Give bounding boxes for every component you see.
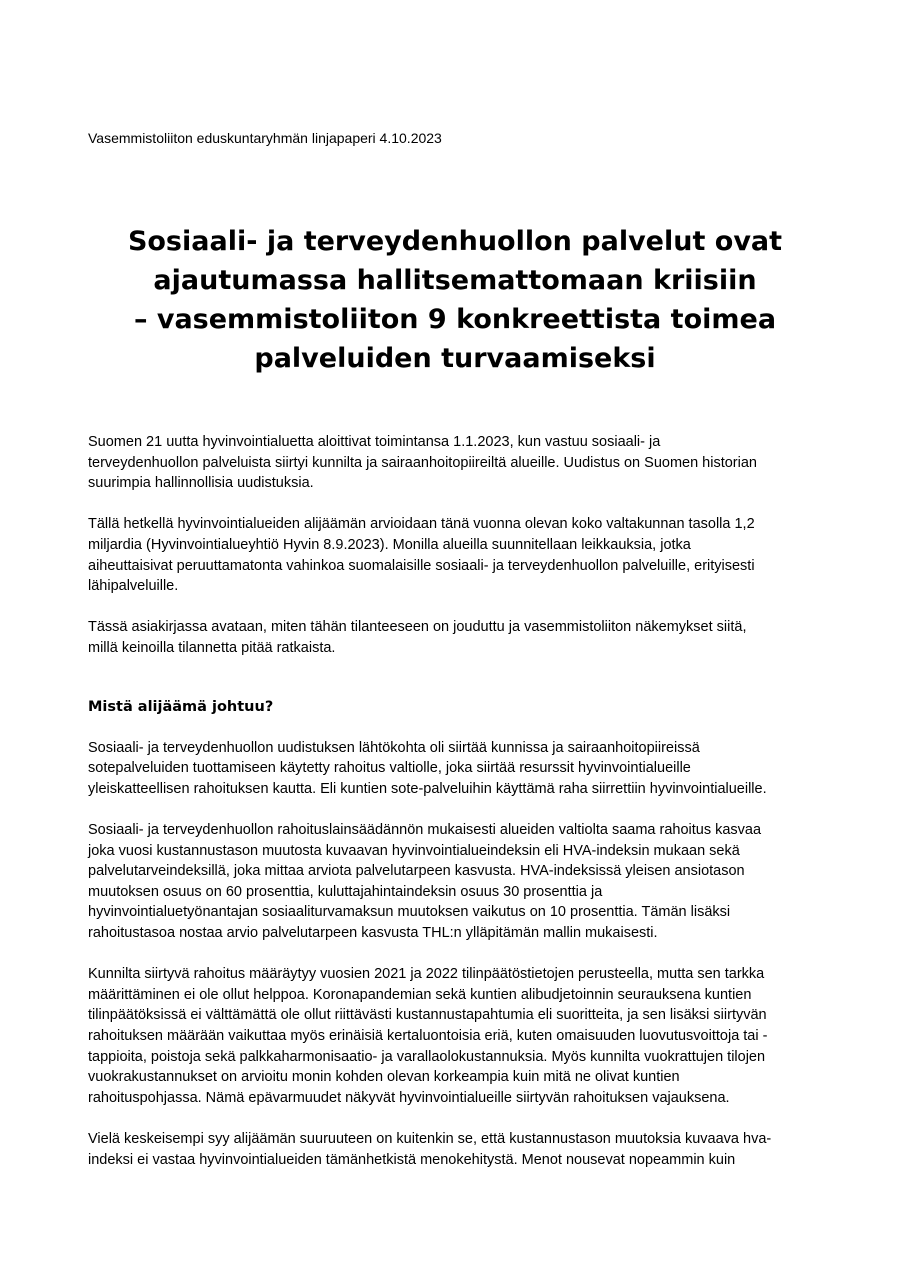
text-line: Tällä hetkellä hyvinvointialueiden alijäämän arvioidaan tänä vuonna olevan koko valtakunnan tasolla 1,2 (88, 516, 755, 533)
section-paragraph (88, 1129, 828, 1170)
text-line: muutoksen osuus on 60 prosenttia, kuluttajahintaindeksin osuus 30 prosenttia ja (88, 883, 603, 900)
text-line: yleiskatteellisen rahoituksen kautta. Eli kuntien sote-palveluihin käyttämä raha siirrettiin hyvinvointialueille. (88, 780, 767, 797)
text-line: indeksi ei vastaa hyvinvointialueiden tämänhetkistä menokehitystä. Menot nousevat nopeammin kuin (88, 1151, 736, 1168)
section-paragraph (88, 964, 828, 1108)
text-line: tappioita, poistoja sekä palkkaharmonisaatio- ja varallaolokustannuksia. Myös kunnilta vuokrattujen tilojen (88, 1048, 766, 1065)
section-paragraph (88, 820, 828, 944)
document-body (88, 432, 828, 1191)
intro-paragraph (88, 617, 828, 658)
text-line: tilinpäätöksissä ei välttämättä ole ollut riittävästi kustannustapahtumia eli suoritteita, ja sen lisäksi siirtyvän (88, 1007, 767, 1024)
text-line: rahoitustasoa nostaa arvio palvelutarpeen kasvusta THL:n ylläpitämän mallin mukaisesti. (88, 925, 658, 942)
text-line: aiheuttaisivat peruuttamatonta vahinkoa suomalaisille sosiaali- ja terveydenhuollon palveluille, erityisesti (88, 557, 755, 574)
text-line: Kunnilta siirtyvä rahoitus määräytyy vuosien 2021 ja 2022 tilinpäätöstietojen perusteella, mutta sen tarkka (88, 966, 765, 983)
title-line: Sosiaali- ja terveydenhuollon palvelut ovat (127, 226, 783, 257)
title-line: palveluiden turvaamiseksi (254, 343, 656, 374)
text-line: vuokrakustannukset on arvioitu monin kohden olevan korkeampia kuin mitä ne olivat kuntien (88, 1069, 680, 1086)
intro-paragraph (88, 432, 828, 494)
text-line: palvelutarveindeksillä, joka mittaa arviota palvelutarpeen kasvusta. HVA-indeksissä yleisen ansiotason (88, 863, 745, 880)
text-line: Tässä asiakirjassa avataan, miten tähän tilanteeseen on jouduttu ja vasemmistoliiton näkemykset siitä, (88, 619, 747, 636)
text-line: Suomen 21 uutta hyvinvointialuetta aloittivat toimintansa 1.1.2023, kun vastuu sosiaali- ja (88, 434, 661, 450)
text-line: rahoituspohjassa. Nämä epävarmuudet näkyvät hyvinvointialueille siirtyvän rahoituksen vajauksena. (88, 1089, 730, 1106)
text-line: määrittäminen ei ole ollut helppoa. Koronapandemian sekä kuntien alibudjetoinnin seurauksena kuntien (88, 986, 752, 1003)
text-line: miljardia (Hyvinvointialueyhtiö Hyvin 8.9.2023). Monilla alueilla suunnitellaan leikkauksia, jotka (88, 536, 691, 553)
text-line: hyvinvointialuetyönantajan sosiaaliturvamaksun muutoksen vaikutus on 10 prosenttia. Tämän lisäksi (88, 904, 731, 921)
text-line: lähipalveluille. (88, 578, 179, 595)
text-line: sotepalveluiden tuottamiseen käytetty rahoitus valtiolle, joka siirtää resurssit hyvinvointialueille (88, 760, 691, 777)
text-line: rahoituksen määrään vaikuttaa myös erinäisiä kertaluontoisia eriä, kuten omaisuuden luovutusvoittoja tai - (88, 1028, 768, 1045)
text-line: Sosiaali- ja terveydenhuollon uudistuksen lähtökohta oli siirtää kunnissa ja sairaanhoitopiireissä (88, 739, 700, 756)
text-line: suurimpia hallinnollisia uudistuksia. (88, 475, 314, 492)
title-line: – vasemmistoliiton 9 konkreettista toimea (133, 304, 777, 335)
text-line: joka vuosi kustannustason muutosta kuvaavan hyvinvointialueindeksin eli HVA-indeksin mukaan sekä (88, 842, 740, 859)
text-line: Sosiaali- ja terveydenhuollon rahoituslainsäädännön mukaisesti alueiden valtiolta saama rahoitus kasvaa (88, 822, 762, 839)
text-line: terveydenhuollon palveluista siirtyi kunnilta ja sairaanhoitopiireiltä alueille. Uudistus on Suomen historian (88, 454, 757, 471)
text-line: Vielä keskeisempi syy alijäämän suuruuteen on kuitenkin se, että kustannustason muutoksia kuvaava hva- (88, 1131, 772, 1147)
text-line: millä keinoilla tilannetta pitää ratkaista. (88, 639, 336, 656)
document-title (60, 222, 850, 378)
intro-paragraph (88, 514, 828, 596)
document-header-note: Vasemmistoliiton eduskuntaryhmän linjapaperi 4.10.2023 (88, 130, 442, 146)
section-paragraph (88, 738, 828, 800)
title-line: ajautumassa hallitsemattomaan kriisiin (153, 265, 757, 296)
section-heading: Mistä alijäämä johtuu? (88, 698, 274, 715)
